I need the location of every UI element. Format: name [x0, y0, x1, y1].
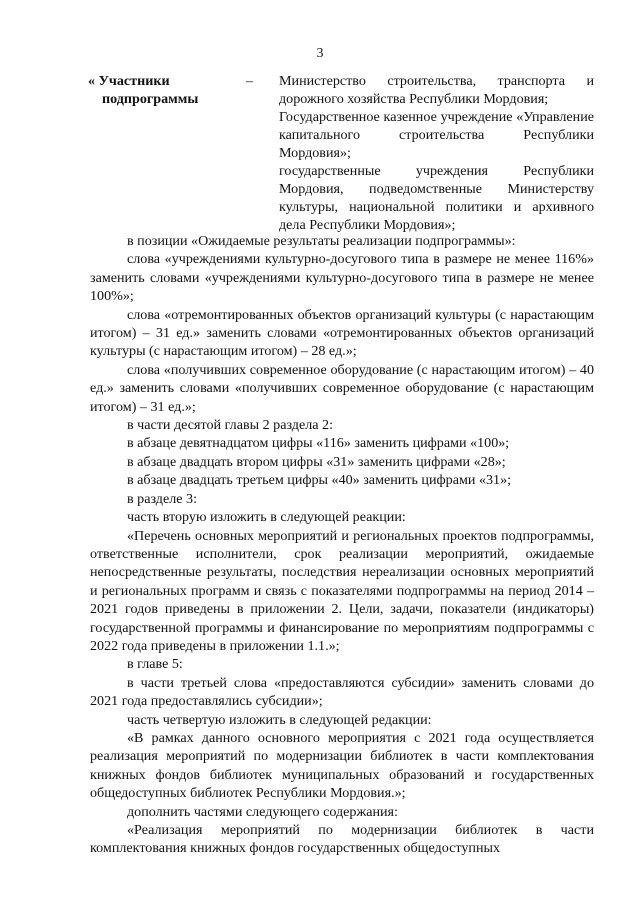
participants-label-line1: « Участники — [88, 73, 170, 89]
paragraph: часть вторую изложить в следующей реакции: — [127, 509, 406, 526]
paragraph: «Реализация мероприятий по модернизации библиотек в части комплектования книжных фондов государственных общедоступных — [90, 822, 594, 857]
paragraph: слова «отремонтированных объектов организаций культуры (с нарастающим итогом) – 31 ед.» заменить словами «отремонтированных объектов организаций культуры (с нарастающим итогом) – 28 ед.»; — [90, 306, 594, 360]
paragraph: в абзаце двадцать втором цифры «31» заменить цифрами «28»; — [127, 453, 506, 470]
paragraph: в абзаце двадцать третьем цифры «40» заменить цифрами «31»; — [127, 472, 512, 489]
participant-item: Министерство строительства, транспорта и дорожного хозяйства Республики Мордовия; — [279, 73, 594, 107]
paragraph: в абзаце девятнадцатом цифры «116» заменить цифрами «100»; — [127, 435, 510, 452]
paragraph: часть четвертую изложить в следующей редакции: — [127, 711, 432, 728]
paragraph: «Перечень основных мероприятий и региональных проектов подпрограммы, ответственные исполнители, срок реализации мероприятий, ожидаемые непосредственные результаты, последствия нереализации основных мероприятий и региональных программ и связь с показателями подпрограммы на период 2014 – 2021 годов приведены в приложении 2. Цели, задачи, показатели (индикаторы) государственной программы и финансирование по мероприятиям подпрограммы с 2022 года приведены в приложении 1.1.»; — [90, 527, 594, 654]
paragraph: в разделе 3: — [127, 490, 197, 507]
paragraph: слова «учреждениями культурно-досугового типа в размере не менее 116%» заменить словами «учреждениями культурно-досугового типа в размере не менее 100%»; — [90, 251, 594, 305]
paragraph: в части третьей слова «предоставляются субсидии» заменить словами до 2021 года предоставлялись субсидии»; — [90, 674, 594, 710]
participant-item: Государственное казенное учреждение «Управление капитального строительства Республики Мордовия»; — [279, 109, 594, 161]
paragraph: в части десятой главы 2 раздела 2: — [127, 417, 333, 434]
paragraph: в позиции «Ожидаемые результаты реализации подпрограммы»: — [127, 233, 516, 249]
document-body — [90, 232, 594, 858]
participants-list — [279, 72, 594, 234]
paragraph: «В рамках данного основного мероприятия с 2021 года осуществляется реализация мероприятий по модернизации библиотек в части комплектования книжных фондов библиотек муниципальных образований и государственных общедоступных библиотек Республики Мордовия.»; — [90, 729, 594, 802]
paragraph: в главе 5: — [127, 656, 183, 673]
paragraph: слова «получивших современное оборудование (с нарастающим итогом) – 40 ед.» заменить словами «получивших современное оборудование (с нарастающим итогом) – 31 ед.»; — [90, 361, 594, 415]
participants-row — [88, 72, 594, 234]
page-number: 3 — [316, 46, 324, 61]
participant-item: государственные учреждения Республики Мордовия, подведомственные Министерству культуры, национальной политики и архивного дела Республики Мордовия»; — [279, 163, 594, 233]
paragraph: дополнить частями следующего содержания: — [127, 803, 398, 820]
participants-label — [88, 72, 246, 234]
participants-dash: – — [246, 73, 254, 89]
participants-label-line2: подпрограммы — [102, 91, 199, 107]
